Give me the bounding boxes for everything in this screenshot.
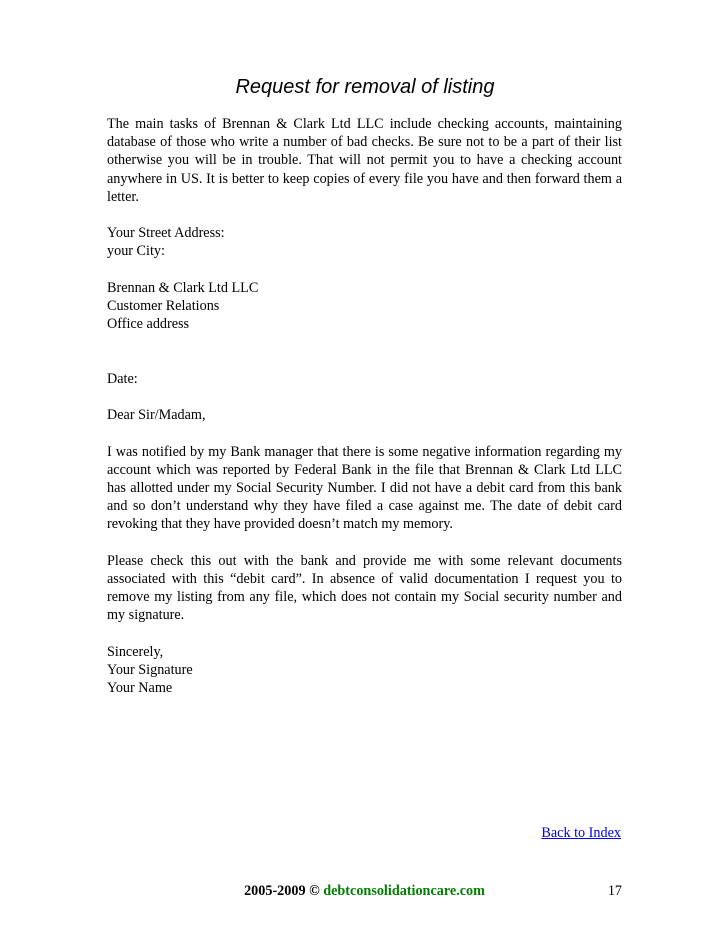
back-to-index-link[interactable]: Back to Index (541, 825, 621, 841)
closing-block (107, 643, 622, 698)
salutation: Dear Sir/Madam, (107, 407, 206, 424)
footer-copyright (107, 882, 622, 900)
letter-body (107, 115, 622, 716)
recipient-address: Office address (107, 316, 190, 333)
document-title: Request for removal of listing (235, 76, 495, 98)
spacer (107, 352, 622, 370)
body-paragraph-1: I was notified by my Bank manager that there is some negative information regarding my account which was reported by Federal Bank in the file that Brennan & Clark Ltd LLC has allotted under my Social Security Number. I did not have a debit card from this bank and so don’t understand why they have filed a case against me. The date of debit card revoking that they have provided doesn’t match my memory. (107, 443, 622, 533)
page-number: 17 (607, 883, 622, 899)
footer-site-link[interactable]: debtconsolidationcare.com (323, 883, 485, 899)
intro-paragraph: The main tasks of Brennan & Clark Ltd LLC include checking accounts, maintaining database of those who write a number of bad checks. Be sure not to be a part of their list otherwise you will be in trouble. That will not permit you to have a checking account anywhere in US. It is better to keep copies of every file you have and then forward them a letter. (107, 116, 622, 205)
recipient-department: Customer Relations (107, 298, 220, 314)
footer-years: 2005-2009 © (244, 883, 320, 899)
closing-sincerely: Sincerely, (107, 643, 164, 660)
closing-name: Your Name (107, 680, 173, 697)
body-paragraph-2: Please check this out with the bank and provide me with some relevant documents associated with this “debit card”. In absence of valid documentation I request you to remove my listing from any file, which does not contain my Social security number and my signature. (107, 552, 622, 624)
sender-street: Your Street Address: (107, 225, 225, 242)
recipient-address-block (107, 279, 622, 334)
sender-city: your City: (107, 243, 165, 260)
date-line: Date: (107, 370, 138, 387)
recipient-name: Brennan & Clark Ltd LLC (107, 279, 259, 296)
sender-address-block (107, 224, 622, 260)
page-footer (107, 882, 622, 900)
closing-signature: Your Signature (107, 661, 193, 678)
